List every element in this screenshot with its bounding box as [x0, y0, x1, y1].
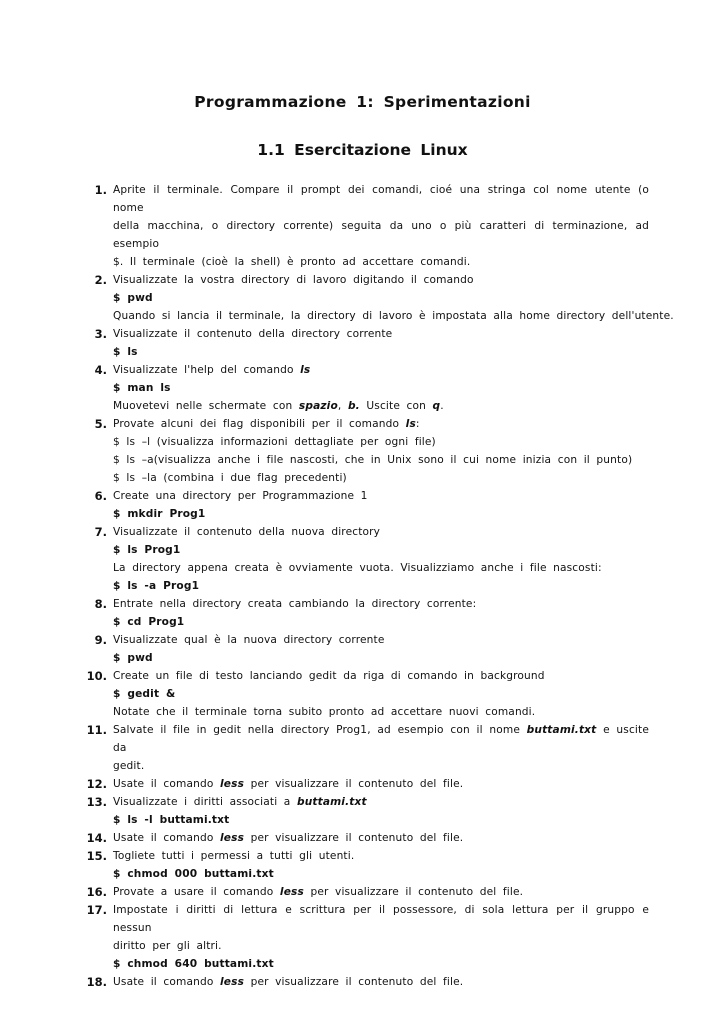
text-line: Salvate il file in gedit nella directory Prog1, ad esempio con il nome buttami.txt e uscite da — [113, 724, 649, 754]
item-text — [113, 271, 674, 325]
text-line: La directory appena creata è ovviamente vuota. Visualizziamo anche i file nascosti: — [113, 562, 602, 574]
list-item — [0, 523, 725, 595]
command-line: $ mkdir Prog1 — [113, 508, 206, 520]
emphasis: buttami.txt — [526, 724, 597, 736]
text-line: Quando si lancia il terminale, la directory di lavoro è impostata alla home directory dell'utente. — [113, 310, 674, 322]
text-line: Muovetevi nelle schermate con spazio, b. Uscite con q. — [113, 400, 444, 412]
command-line: $ ls -a Prog1 — [113, 580, 200, 592]
item-text — [113, 415, 649, 487]
list-item — [0, 775, 725, 793]
item-number: 16. — [86, 885, 107, 899]
list-item — [0, 901, 725, 973]
list-item — [0, 361, 725, 415]
item-number: 8. — [94, 597, 107, 611]
command-line: $ ls -l buttami.txt — [113, 814, 230, 826]
item-text — [113, 631, 649, 667]
text-line: Notate che il terminale torna subito pronto ad accettare nuovi comandi. — [113, 706, 536, 718]
emphasis: less — [220, 832, 245, 844]
section-heading: 1.1 Esercitazione Linux — [257, 141, 468, 159]
command-line: $ chmod 640 buttami.txt — [113, 958, 274, 970]
text-line: Entrate nella directory creata cambiando la directory corrente: — [113, 598, 477, 610]
list-item — [0, 271, 725, 325]
item-text — [113, 487, 649, 523]
item-number: 3. — [94, 327, 107, 341]
item-text — [113, 829, 649, 847]
item-number: 10. — [86, 669, 107, 683]
emphasis: q — [432, 400, 441, 412]
command-line: $ man ls — [113, 382, 171, 394]
emphasis: less — [220, 976, 245, 988]
item-number: 18. — [86, 975, 107, 989]
list-item — [0, 883, 725, 901]
text-line: diritto per gli altri. — [113, 940, 222, 952]
item-number: 5. — [94, 417, 107, 431]
list-item — [0, 181, 725, 271]
list-item — [0, 631, 725, 667]
item-number: 2. — [94, 273, 107, 287]
text-line: $. Il terminale (cioè la shell) è pronto ad accettare comandi. — [113, 256, 471, 268]
item-text — [113, 793, 649, 829]
item-text — [113, 523, 649, 595]
text-line: $ ls –la (combina i due flag precedenti) — [113, 472, 347, 484]
text-line: Visualizzate il contenuto della nuova directory — [113, 526, 381, 538]
text-line: Create una directory per Programmazione 1 — [113, 490, 368, 502]
command-line: $ chmod 000 buttami.txt — [113, 868, 274, 880]
emphasis: b. — [347, 400, 360, 412]
list-item — [0, 793, 725, 829]
item-number: 12. — [86, 777, 107, 791]
command-line: $ ls — [113, 346, 138, 358]
item-number: 6. — [94, 489, 107, 503]
item-number: 9. — [94, 633, 107, 647]
text-line: Togliete tutti i permessi a tutti gli utenti. — [113, 850, 355, 862]
item-number: 1. — [94, 183, 107, 197]
text-line: Visualizzate la vostra directory di lavoro digitando il comando — [113, 274, 474, 286]
text-line: Provate alcuni dei flag disponibili per il comando ls: — [113, 418, 420, 430]
text-line: Visualizzate i diritti associati a buttami.txt — [113, 796, 367, 808]
list-item — [0, 721, 725, 775]
command-line: $ ls Prog1 — [113, 544, 181, 556]
list-item — [0, 847, 725, 883]
page-title: Programmazione 1: Sperimentazioni — [194, 93, 531, 111]
text-line: Usate il comando less per visualizzare il contenuto del file. — [113, 832, 464, 844]
emphasis: less — [220, 778, 245, 790]
text-line: $ ls –a(visualizza anche i file nascosti, che in Unix sono il cui nome inizia con il punto) — [113, 454, 633, 466]
text-line: della macchina, o directory corrente) seguita da uno o più caratteri di terminazione, ad esempio — [113, 220, 649, 250]
list-item — [0, 325, 725, 361]
emphasis: spazio — [298, 400, 338, 412]
list-item — [0, 667, 725, 721]
text-line: Impostate i diritti di lettura e scrittura per il possessore, di sola lettura per il gruppo e nessun — [113, 904, 649, 934]
item-text — [113, 721, 649, 775]
emphasis: less — [279, 886, 304, 898]
emphasis: ls — [405, 418, 416, 430]
emphasis: buttami.txt — [296, 796, 367, 808]
item-text — [113, 847, 649, 883]
item-text — [113, 883, 649, 901]
list-item — [0, 487, 725, 523]
item-number: 7. — [94, 525, 107, 539]
item-text — [113, 775, 649, 793]
list-item — [0, 829, 725, 847]
item-text — [113, 181, 649, 271]
item-number: 4. — [94, 363, 107, 377]
item-text — [113, 361, 649, 415]
item-text — [113, 901, 649, 973]
text-line: $ ls –l (visualizza informazioni dettagliate per ogni file) — [113, 436, 436, 448]
command-line: $ pwd — [113, 292, 153, 304]
text-line: gedit. — [113, 760, 145, 772]
text-line: Visualizzate qual è la nuova directory corrente — [113, 634, 385, 646]
item-text — [113, 667, 649, 721]
list-item — [0, 973, 725, 991]
text-line: Usate il comando less per visualizzare il contenuto del file. — [113, 778, 464, 790]
text-line: Usate il comando less per visualizzare il contenuto del file. — [113, 976, 464, 988]
item-number: 11. — [86, 723, 107, 737]
emphasis: ls — [300, 364, 311, 376]
exercise-list — [0, 181, 725, 991]
item-number: 17. — [86, 903, 107, 917]
list-item — [0, 595, 725, 631]
text-line: Provate a usare il comando less per visualizzare il contenuto del file. — [113, 886, 524, 898]
command-line: $ cd Prog1 — [113, 616, 185, 628]
text-line: Create un file di testo lanciando gedit da riga di comando in background — [113, 670, 545, 682]
item-number: 14. — [86, 831, 107, 845]
item-text — [113, 973, 649, 991]
item-text — [113, 325, 649, 361]
text-line: Visualizzate il contenuto della directory corrente — [113, 328, 393, 340]
command-line: $ gedit & — [113, 688, 176, 700]
text-line: Visualizzate l'help del comando ls — [113, 364, 311, 376]
list-item — [0, 415, 725, 487]
text-line: Aprite il terminale. Compare il prompt dei comandi, cioé una stringa col nome utente (o nome — [113, 184, 649, 214]
command-line: $ pwd — [113, 652, 153, 664]
item-number: 15. — [86, 849, 107, 863]
item-text — [113, 595, 649, 631]
item-number: 13. — [86, 795, 107, 809]
